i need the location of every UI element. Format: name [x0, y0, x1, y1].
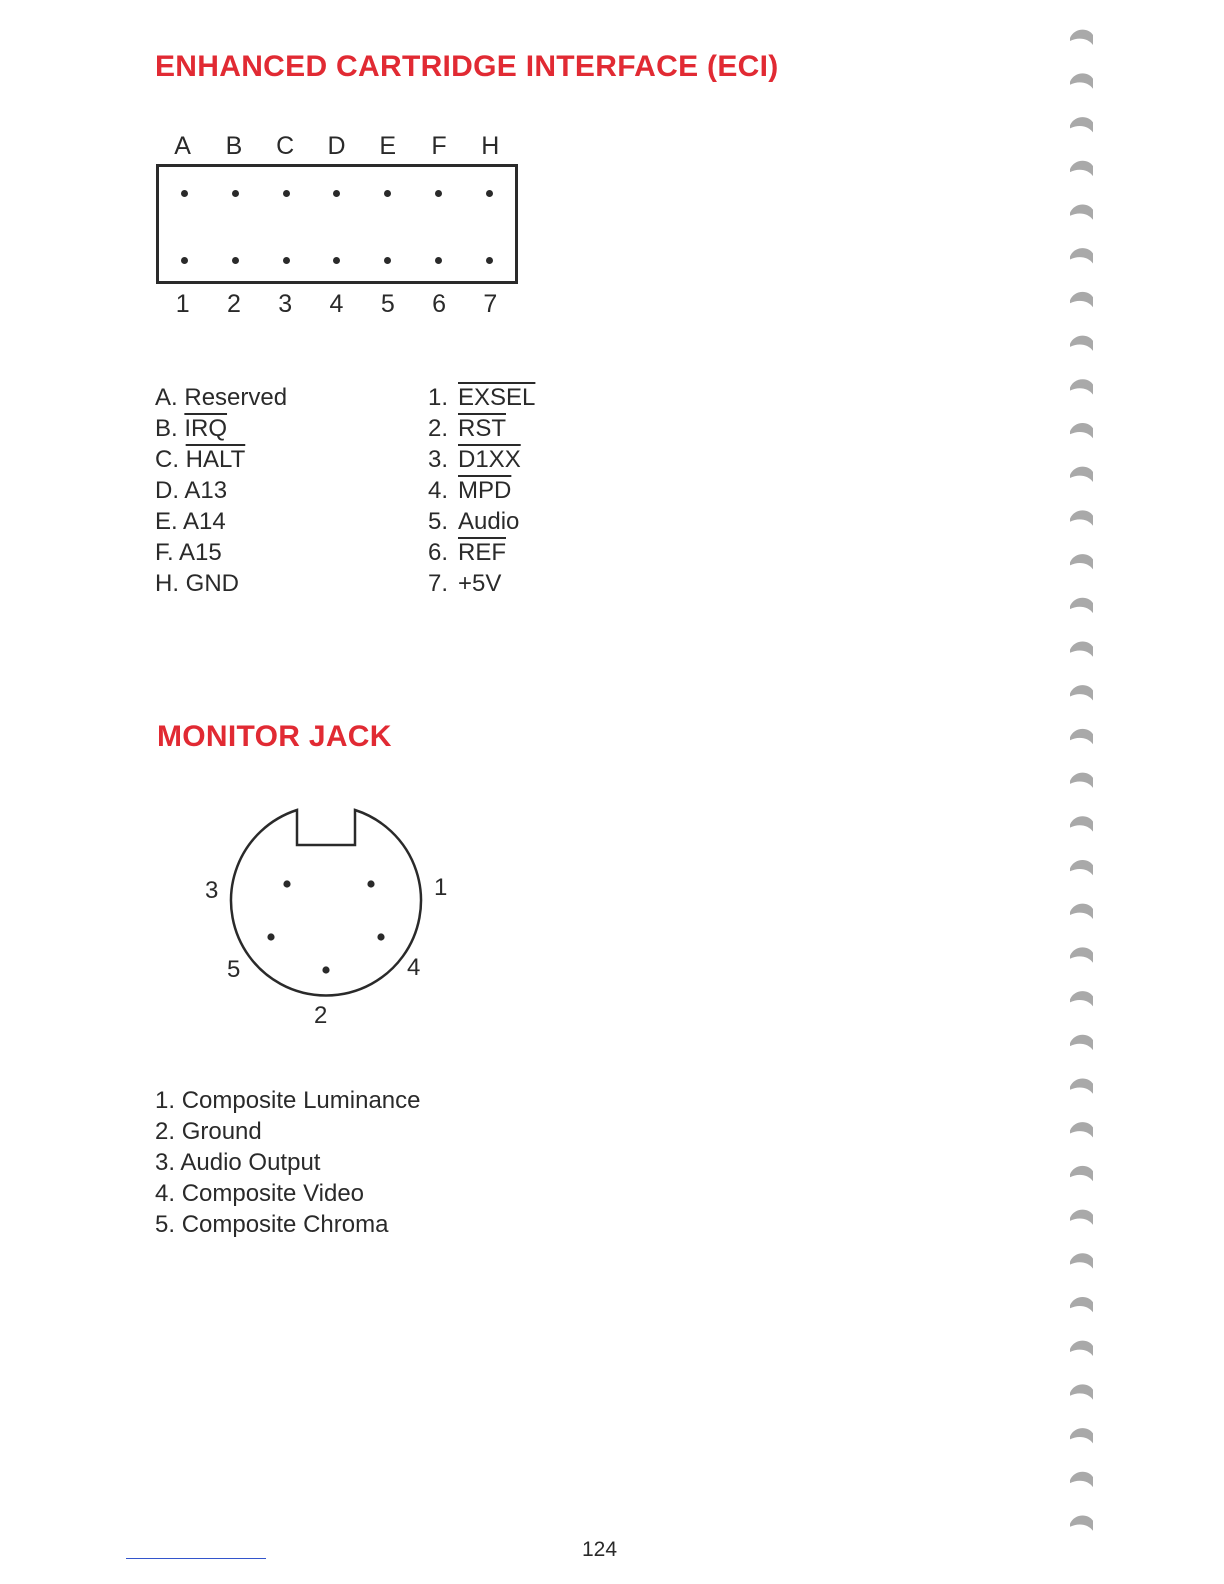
eci-pin-dot: [486, 257, 493, 264]
list-item: E. A14: [155, 508, 226, 535]
jack-pin-5: [267, 933, 274, 940]
binding-hole: [1070, 510, 1093, 525]
jack-pin-label: 3: [205, 877, 219, 904]
eci-pin-label: D: [327, 132, 346, 160]
list-item: 1. Composite Luminance: [155, 1087, 421, 1114]
binding-hole: [1070, 1122, 1093, 1137]
jack-pin-3: [283, 880, 290, 887]
list-item: 1. EXSEL: [428, 384, 536, 411]
eci-pin-dot: [181, 257, 188, 264]
eci-pin-dot: [333, 190, 340, 197]
binding-hole: [1070, 1384, 1093, 1399]
eci-pin-dot: [283, 190, 290, 197]
eci-pin-dot: [435, 190, 442, 197]
binding-hole: [1070, 860, 1093, 875]
binding-hole: [1070, 641, 1093, 656]
eci-pin-dot: [232, 190, 239, 197]
eci-section-title: ENHANCED CARTRIDGE INTERFACE (ECI): [155, 50, 779, 83]
jack-pin-4: [377, 933, 384, 940]
list-item: 5. Composite Chroma: [155, 1211, 389, 1238]
eci-number-pin-list: [428, 382, 535, 599]
binding-hole: [1070, 73, 1093, 88]
binding-hole: [1070, 904, 1093, 919]
eci-connector-diagram: [156, 164, 518, 284]
binding-hole: [1070, 1253, 1093, 1268]
monitor-jack-section-title: MONITOR JACK: [157, 720, 392, 753]
jack-pin-2: [322, 966, 329, 973]
list-item: F. A15: [155, 539, 222, 566]
binding-hole: [1070, 1166, 1093, 1181]
list-item: 7. +5V: [428, 570, 502, 597]
eci-pin-dot: [232, 257, 239, 264]
list-item: A. Reserved: [155, 384, 288, 411]
binding-hole: [1070, 729, 1093, 744]
list-item: H. GND: [155, 570, 240, 597]
jack-pin-1: [367, 880, 374, 887]
eci-pin-label: F: [431, 132, 447, 160]
eci-pin-dot: [384, 190, 391, 197]
binding-hole: [1070, 1341, 1093, 1356]
binding-hole: [1070, 598, 1093, 613]
binding-hole: [1070, 1035, 1093, 1050]
binding-hole: [1070, 991, 1093, 1006]
binding-hole: [1070, 423, 1093, 438]
list-item: D. A13: [155, 477, 228, 504]
binding-hole: [1070, 248, 1093, 263]
binding-hole: [1070, 379, 1093, 394]
eci-pin-label: 6: [432, 290, 446, 318]
eci-pin-label: 3: [278, 290, 293, 318]
jack-pin-label: 1: [434, 874, 448, 901]
monitor-jack-pin-list: [155, 1085, 420, 1240]
jack-pin-label: 4: [407, 954, 421, 981]
eci-pin-dot: [486, 190, 493, 197]
eci-bottom-pin-row: [159, 257, 515, 264]
binding-hole: [1070, 1515, 1093, 1530]
monitor-jack-diagram: [195, 795, 465, 1040]
eci-pin-label: 5: [380, 290, 395, 318]
jack-pin-label: 2: [314, 1002, 328, 1029]
binding-hole: [1070, 336, 1093, 351]
binding-hole: [1070, 117, 1093, 132]
list-item: 2. Ground: [155, 1118, 262, 1145]
binding-hole: [1070, 773, 1093, 788]
binding-hole: [1070, 1297, 1093, 1312]
eci-pin-dot: [435, 257, 442, 264]
list-item: C. HALT: [155, 446, 246, 473]
eci-pin-label: C: [276, 132, 295, 160]
eci-bottom-pin-labels: [157, 290, 516, 319]
binding-hole: [1070, 1472, 1093, 1487]
binding-hole: [1070, 467, 1093, 482]
binding-hole: [1070, 1078, 1093, 1093]
footer-rule: [126, 1558, 266, 1559]
page-number: 124: [582, 1538, 618, 1561]
eci-top-pin-row: [159, 190, 515, 197]
binding-hole: [1070, 161, 1093, 176]
spiral-binding-holes: [1064, 18, 1104, 1548]
list-item: 4. Composite Video: [155, 1180, 365, 1207]
eci-pin-label: 2: [226, 290, 241, 318]
eci-pin-label: A: [174, 132, 191, 160]
list-item: 3. D1XX: [428, 446, 521, 473]
eci-pin-label: 7: [483, 290, 498, 318]
binding-hole: [1070, 292, 1093, 307]
eci-pin-dot: [333, 257, 340, 264]
jack-pin-label: 5: [227, 956, 241, 983]
list-item: 5. Audio: [428, 508, 520, 535]
binding-hole: [1070, 1210, 1093, 1225]
list-item: 4. $\overline{MPD}$: [428, 477, 512, 504]
eci-pin-label: B: [225, 132, 243, 160]
eci-pin-label: 4: [329, 290, 344, 318]
binding-hole: [1070, 1428, 1093, 1443]
eci-pin-label: H: [481, 132, 500, 160]
list-item: 2. $\overline{RST}$: [428, 415, 506, 442]
eci-top-pin-labels: [157, 132, 516, 161]
eci-pin-label: E: [379, 132, 397, 160]
list-item: 3. Audio Output: [155, 1149, 321, 1176]
binding-hole: [1070, 554, 1093, 569]
eci-pin-dot: [283, 257, 290, 264]
eci-pin-dot: [181, 190, 188, 197]
eci-pin-label: 1: [175, 290, 190, 318]
binding-hole: [1070, 30, 1093, 45]
list-item: B. $\overline{IRQ}$: [155, 415, 228, 442]
binding-hole: [1070, 816, 1093, 831]
eci-letter-pin-list: [155, 382, 287, 599]
list-item: 6. $\overline{REF}$: [428, 539, 506, 566]
binding-hole: [1070, 685, 1093, 700]
eci-pin-dot: [384, 257, 391, 264]
binding-hole: [1070, 947, 1093, 962]
binding-hole: [1070, 204, 1093, 219]
